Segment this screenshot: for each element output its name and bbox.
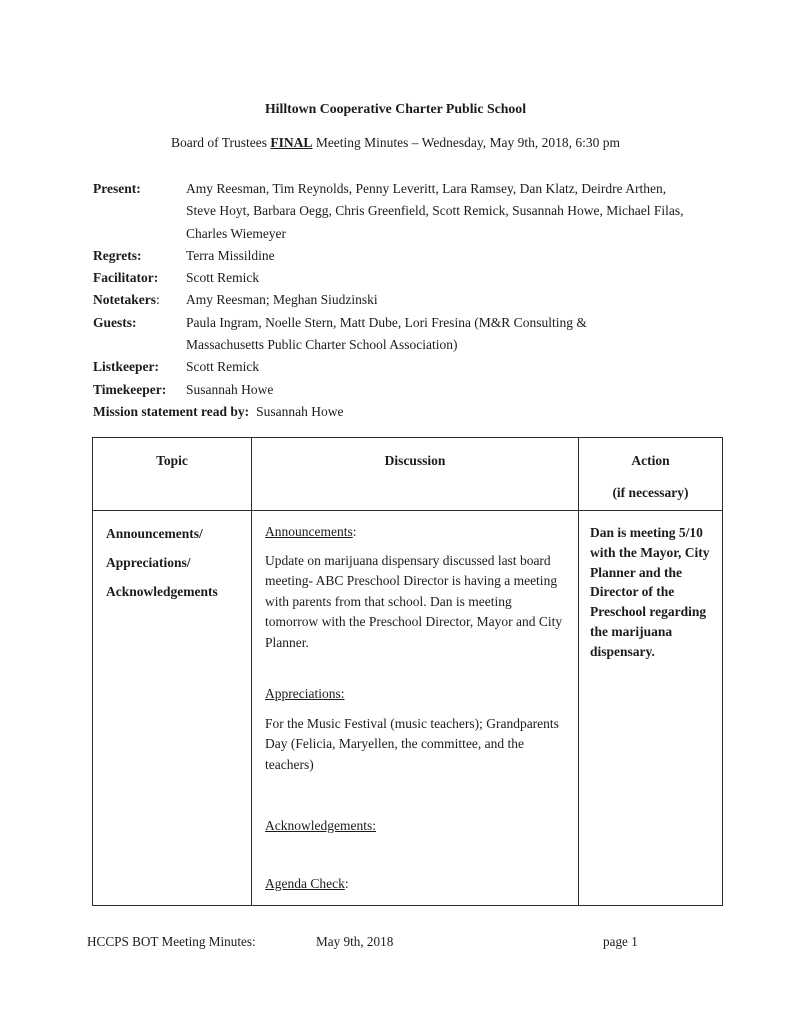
header-discussion: Discussion xyxy=(252,438,579,511)
facilitator-value: Scott Remick xyxy=(186,270,260,286)
guests-label: Guests: xyxy=(93,314,137,330)
timekeeper-value: Susannah Howe xyxy=(186,381,274,397)
meta-row-regrets xyxy=(93,245,738,267)
facilitator-label: Facilitator: xyxy=(93,270,159,286)
notetakers-value: Amy Reesman; Meghan Siudzinski xyxy=(186,292,378,308)
announcements-body: Update on marijuana dispensary discussed last board meeting- ABC Preschool Director is having a meeting with parents from that school. Dan is meeting tomorrow with the Preschool Director, Mayor and City Planner. xyxy=(265,552,563,650)
action-cell: Dan is meeting 5/10 with the Mayor, City Planner and the Director of the Preschool regarding the marijuana dispensary. xyxy=(579,511,723,906)
announcements-heading: Announcements: xyxy=(265,524,357,539)
agenda-check-heading: Agenda Check: xyxy=(265,875,349,891)
header-topic: Topic xyxy=(93,438,252,511)
final-label: FINAL xyxy=(270,135,313,150)
regrets-value: Terra Missildine xyxy=(186,247,275,263)
page-footer xyxy=(0,934,791,954)
meta-row-timekeeper xyxy=(93,379,738,401)
appreciations-body: For the Music Festival (music teachers); Grandparents Day (Felicia, Maryellen, the committee, and the teachers) xyxy=(265,715,559,772)
minutes-table xyxy=(92,437,723,906)
regrets-label: Regrets: xyxy=(93,247,142,263)
listkeeper-value: Scott Remick xyxy=(186,359,260,375)
table-row xyxy=(93,511,723,906)
footer-document-label: HCCPS BOT Meeting Minutes: xyxy=(87,934,256,949)
notetakers-label: Notetakers xyxy=(93,292,156,308)
present-label: Present: xyxy=(93,181,141,196)
header-action: Action (if necessary) xyxy=(579,438,723,511)
listkeeper-label: Listkeeper: xyxy=(93,359,159,375)
table-header-row xyxy=(93,438,723,511)
footer-page-number: page 1 xyxy=(603,934,638,949)
subtitle-suffix: Meeting Minutes – Wednesday, May 9th, 2018, 6:30 pm xyxy=(312,135,620,150)
meta-row-facilitator xyxy=(93,267,738,289)
meta-row-listkeeper xyxy=(93,356,738,378)
present-value: Amy Reesman, Tim Reynolds, Penny Leveritt, Lara Ramsey, Dan Klatz, Deirdre Arthen, Steve Hoyt, Barbara Oegg, Chris Greenfield, Scott Remick, Susannah Howe, Michael Filas, Charles Wiemeyer xyxy=(186,181,684,241)
mission-value: Susannah Howe xyxy=(256,403,344,419)
meta-row-notetakers: Notetakers: Amy Reesman; Meghan Siudzinski xyxy=(93,289,738,311)
subtitle-prefix: Board of Trustees xyxy=(171,135,271,150)
acknowledgements-heading: Acknowledgements: xyxy=(265,818,376,833)
timekeeper-label: Timekeeper: xyxy=(93,381,167,397)
attendance-section xyxy=(93,178,738,423)
mission-label: Mission statement read by: xyxy=(93,403,250,419)
meta-row-guests xyxy=(93,312,738,357)
document-subtitle xyxy=(0,135,791,151)
document-title: Hilltown Cooperative Charter Public School xyxy=(264,101,527,116)
discussion-cell xyxy=(252,511,579,906)
meta-row-present xyxy=(93,178,738,245)
topic-cell: Announcements/ Appreciations/ Acknowledgements xyxy=(93,511,252,906)
footer-date: May 9th, 2018 xyxy=(316,934,394,949)
guests-value: Paula Ingram, Noelle Stern, Matt Dube, Lori Fresina (M&R Consulting & Massachusetts Public Charter School Association) xyxy=(186,314,587,353)
appreciations-heading: Appreciations: xyxy=(265,686,345,701)
meta-row-mission-statement xyxy=(93,401,738,423)
